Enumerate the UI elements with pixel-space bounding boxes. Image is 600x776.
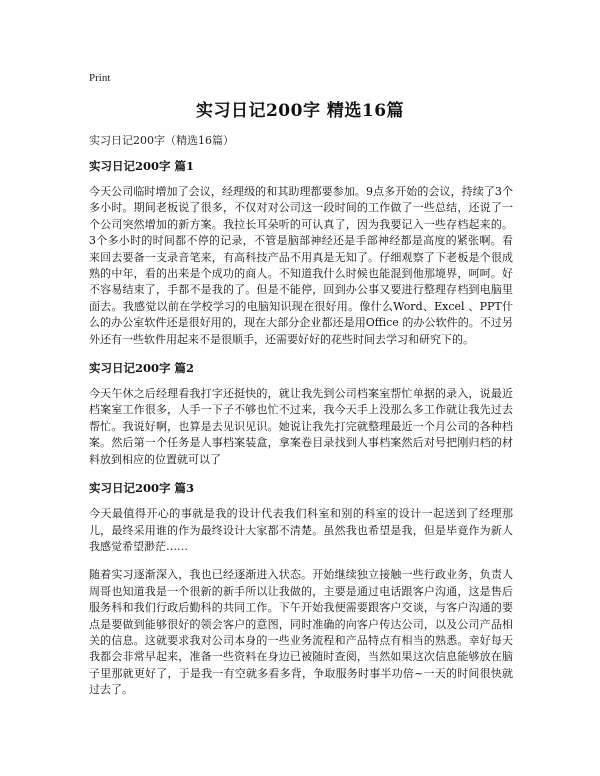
section-2 — [89, 360, 513, 468]
print-label: Print — [89, 72, 111, 84]
section-heading: 实习日记200字 篇3 — [89, 481, 195, 496]
section-heading: 实习日记200字 篇2 — [89, 361, 195, 376]
paragraph: 今天最值得开心的事就是我的设计代表我们科室和别的科室的设计一起送到了经理那儿，最终采用谁的作为最终设计大家都不清楚。虽然我也希望是我，但是毕竟作为新人我感觉希望渺茫…… — [89, 507, 513, 553]
section-1 — [89, 158, 513, 348]
paragraph: 今天公司临时增加了会议，经理级的和其助理都要参加。9点多开始的会议，持续了3个多小时。期间老板说了很多，不仅对对公司这一段时间的工作做了一些总结，还说了一个公司突然增加的新方案。我拉长耳朵听的可认真了，因为我要记入一些存档起来的。3个多小时的时间都不停的记录，不管是脑部神经还是手部神经都是高度的紧张啊。看来回去要备一支录音笔来，有高科技产品不用真是无知了。仔细观察了下老板是个很成熟的中年，看的出来是个成功的商人。不知道我什么时候也能混到他那境界，呵呵。好不容易结束了，手都不是我的了。但是不能停，回到办公事又要进行整理存档到电脑里面去。我感觉以前在学校学习的电脑知识现在很好用。像什么Word、Excel 、PPT什么的办公室软件还是很好用的，现在大部分企业都还是用Office 的办公软件的。不过另外还有一些软件用起来不是很顺手，还需要好好的花些时间去学习和研究下的。 — [89, 185, 513, 346]
section-heading: 实习日记200字 篇1 — [89, 159, 195, 173]
section-3 — [89, 480, 513, 698]
paragraph: 随着实习逐渐深入，我也已经逐渐进入状态。开始继续独立接触一些行政业务，负责人周哥也知道我是一个很新的新手所以让我做的，主要是通过电话跟客户沟通，这是售后服务科和我们行政后勤科的共同工作。下午开始我便需要跟客户交谈，与客户沟通的要点是要做到能够很好的领会客户的意图，同时准确的向客户传达公司，以及公司产品相关的信息。这就要求我对公司本身的一些业务流程和产品特点有相当的熟悉。幸好每天我都会非常早起来，准备一些资料在身边已被随时查阅，当然如果这次信息能够放在脑子里那就更好了，于是我一有空就多看多背，争取服务时事半功倍~一天的时间很快就过去了。 — [89, 568, 513, 697]
paragraph: 今天午休之后经理看我打字还挺快的，就让我先到公司档案室帮忙单据的录入，说最近档案室工作很多，人手一下子不够也忙不过来，我今天手上没那么多工作就让我先过去帮忙。我说好啊，也算是去见识见识。她说让我先打完就整理最近一个月公司的各种档案。然后第一个任务是人事档案装盒，拿案卷目录找到人事档案然后对号把刚归档的材料放到相应的位置就可以了 — [89, 387, 513, 466]
document-subtitle: 实习日记200字（精选16篇） — [89, 134, 234, 147]
document-title: 实习日记200字 精选16篇 — [195, 101, 405, 121]
document-body — [89, 158, 513, 711]
